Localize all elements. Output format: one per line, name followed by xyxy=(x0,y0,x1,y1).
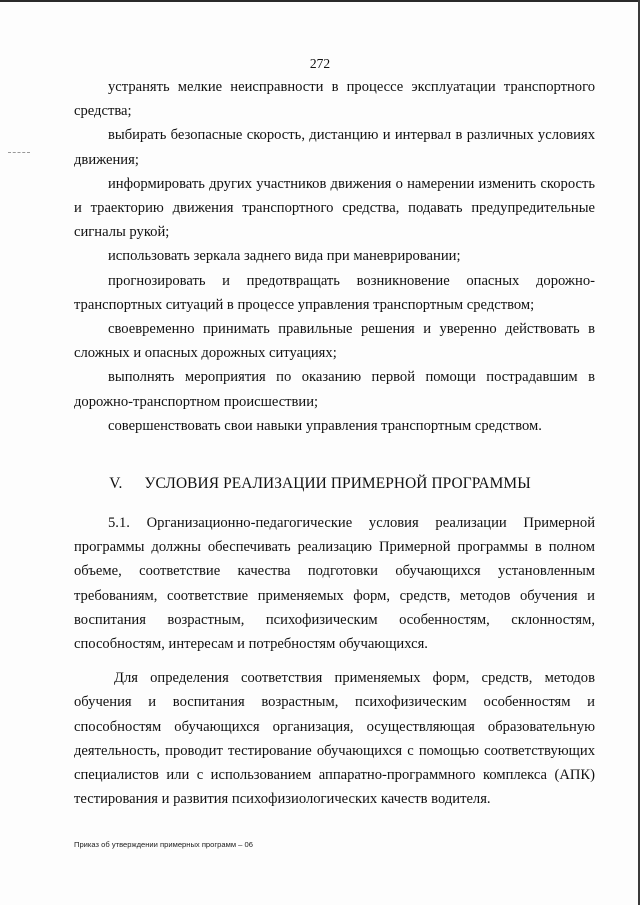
list-item: устранять мелкие неисправности в процессе эксплуатации транспортного средства; xyxy=(74,79,595,120)
scan-mark xyxy=(8,152,30,154)
list-item: своевременно принимать правильные решения и уверенно действовать в сложных и опасных дорожных ситуациях; xyxy=(74,321,595,362)
list-item: выполнять мероприятия по оказанию первой помощи пострадавшим в дорожно-транспортном происшествии; xyxy=(74,369,595,410)
paragraph: 5.1. Организационно-педагогические условия реализации Примерной программы должны обеспечивать реализацию Примерной программы в полном объеме, соответствие качества подготовки обучающихся установленным требованиям, соответствие применяемых форм, средств, методов обучения и воспитания возрастным, психофизическим особенностям, склонностям, способностям, интересам и потребностям обучающихся. xyxy=(74,515,595,653)
page-number: 272 xyxy=(309,56,331,71)
section-body xyxy=(74,511,595,811)
list-item: выбирать безопасные скорость, дистанцию и интервал в различных условиях движения; xyxy=(74,127,595,168)
section-number: V. xyxy=(109,475,123,492)
page-top-edge xyxy=(0,0,640,2)
section-heading xyxy=(0,475,640,493)
list-item: информировать других участников движения о намерении изменить скорость и траекторию движения транспортного средства, подавать предупредительные сигналы рукой; xyxy=(74,175,595,241)
footer-note: Приказ об утверждении примерных программ – 06 xyxy=(74,840,253,849)
section-title: УСЛОВИЯ РЕАЛИЗАЦИИ ПРИМЕРНОЙ ПРОГРАММЫ xyxy=(144,475,531,492)
skills-list xyxy=(74,75,595,438)
list-item: совершенствовать свои навыки управления транспортным средством. xyxy=(108,417,542,434)
paragraph: Для определения соответствия применяемых форм, средств, методов обучения и воспитания возрастным, психофизическим особенностям и способностям обучающихся организация, осуществляющая образовательную деятельность, проводит тестирование обучающихся с помощью соответствующих специалистов или с использованием аппаратно-программного комплекса (АПК) тестирования и развития психофизиологических качеств водителя. xyxy=(74,670,595,808)
list-item: использовать зеркала заднего вида при маневрировании; xyxy=(108,248,461,265)
list-item: прогнозировать и предотвращать возникновение опасных дорожно-транспортных ситуаций в процессе управления транспортным средством; xyxy=(74,272,595,313)
